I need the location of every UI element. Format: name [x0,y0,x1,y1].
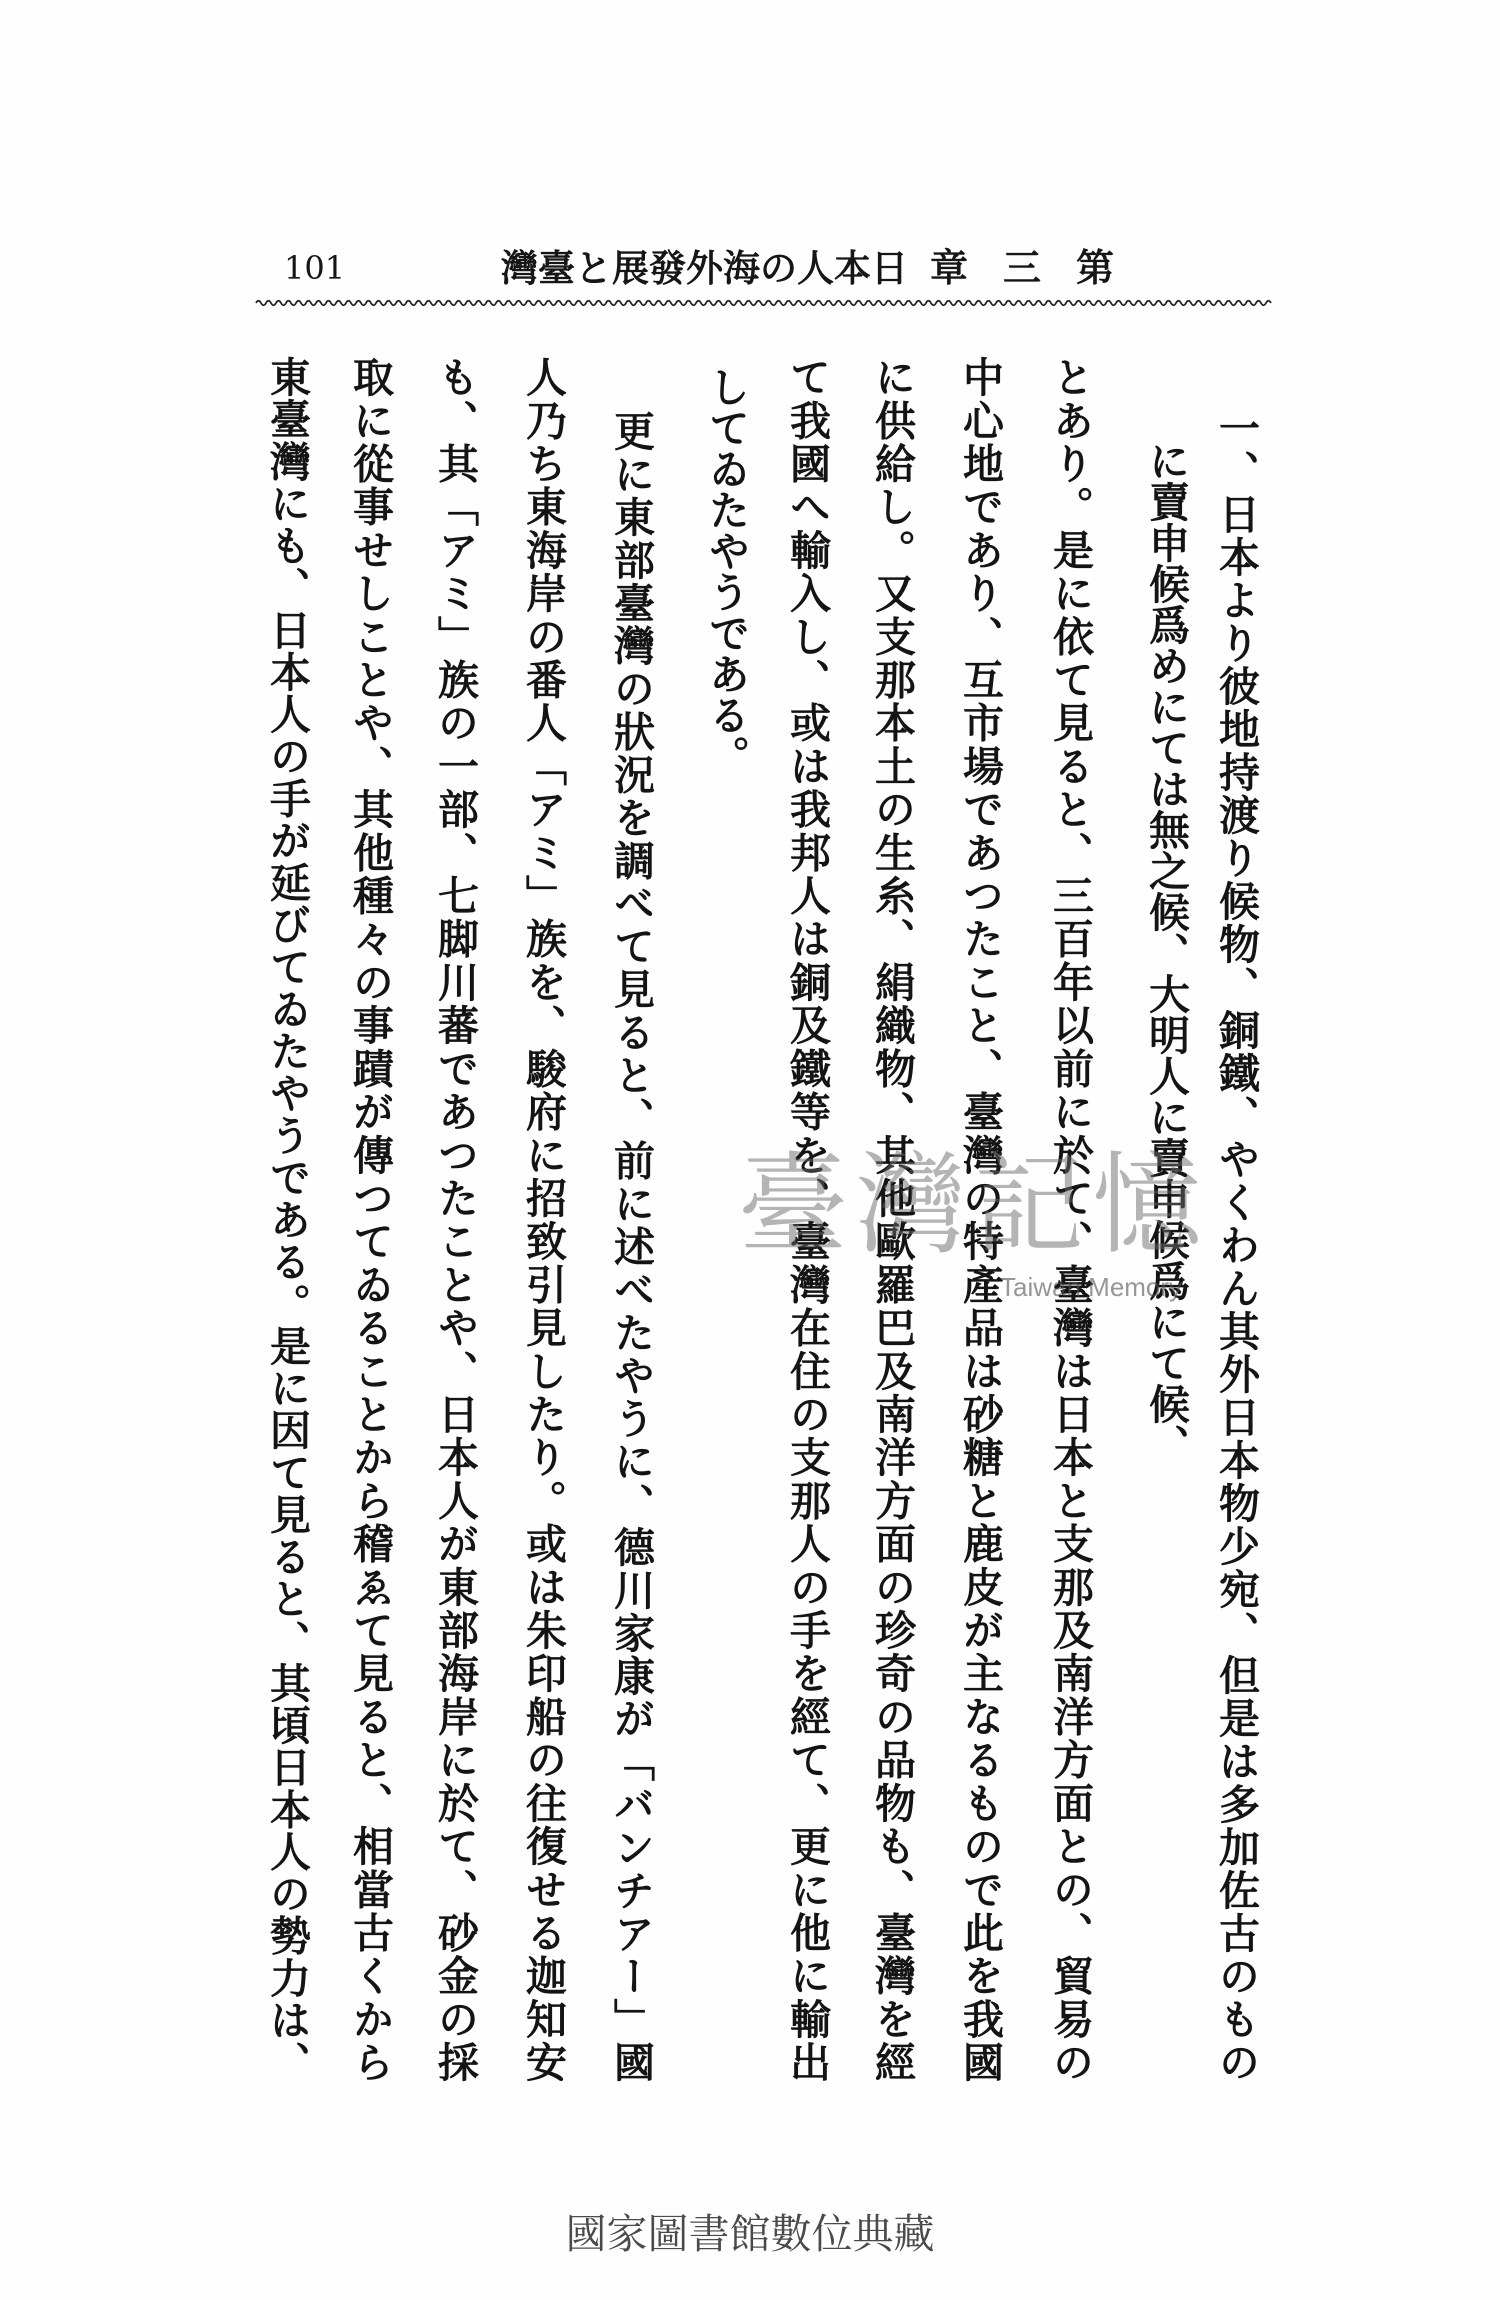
text-column: 中心地であり、互市場であつたこと、臺灣の特產品は砂糖と鹿皮が主なるもので此を我國 [956,356,1004,2082]
chapter-label: 第三章 [930,245,1114,290]
footer-collection-label: 國家圖書館數位典藏 [565,2210,935,2258]
text-column: 一、日本より彼地持渡り候物、銅鐵、やくわん其外日本物少宛、但是は多加佐古のもの [1212,407,1260,2082]
header-rule [256,296,1276,310]
text-column: に賣申候爲めにては無之候、大明人に賣申候爲にて候、 [1142,440,1190,1465]
watermark-subtext: Taiwan Memory [1000,1272,1183,1302]
text-column: に供給し。又支那本土の生糸、絹織物、其他歐羅巴及南洋方面の珍奇の品物も、臺灣を經 [868,356,916,2082]
text-column: 取に從事せしことや、其他種々の事蹟が傳つてゐることから稽ゑて見ると、相當古くから [346,356,394,2082]
text-column: 東臺灣にも、日本人の手が延びてゐたやうである。是に因て見ると、其頃日本人の勢力は、 [263,356,311,2082]
text-column: て我國へ輸入し、或は我邦人は銅及鐵等を、臺灣在住の支那人の手を經て、更に他に輸出 [783,356,831,2082]
text-column: してゐたやうである。 [702,366,750,776]
text-column: 更に東部臺灣の狀況を調べて見ると、前に述べたやうに、德川家康が「バンチアー」國 [607,410,655,2082]
watermark-logo: 臺灣記憶 [738,1141,1210,1269]
text-column: とあり。是に依て見ると、三百年以前に於て、臺灣は日本と支那及南洋方面との、貿易の [1046,356,1094,2082]
header-rule-line [256,301,1271,306]
running-title: 日本人の海外發展と臺灣 [501,246,908,290]
text-column: も、其「アミ」族の一部、七脚川蕃であつたことや、日本人が東部海岸に於て、砂金の採 [431,356,479,2082]
page-number: 101 [284,249,346,287]
text-column: 人乃ち東海岸の番人「アミ」族を、駿府に招致引見したり。或は朱印船の往復せる迦知安 [519,356,567,2082]
